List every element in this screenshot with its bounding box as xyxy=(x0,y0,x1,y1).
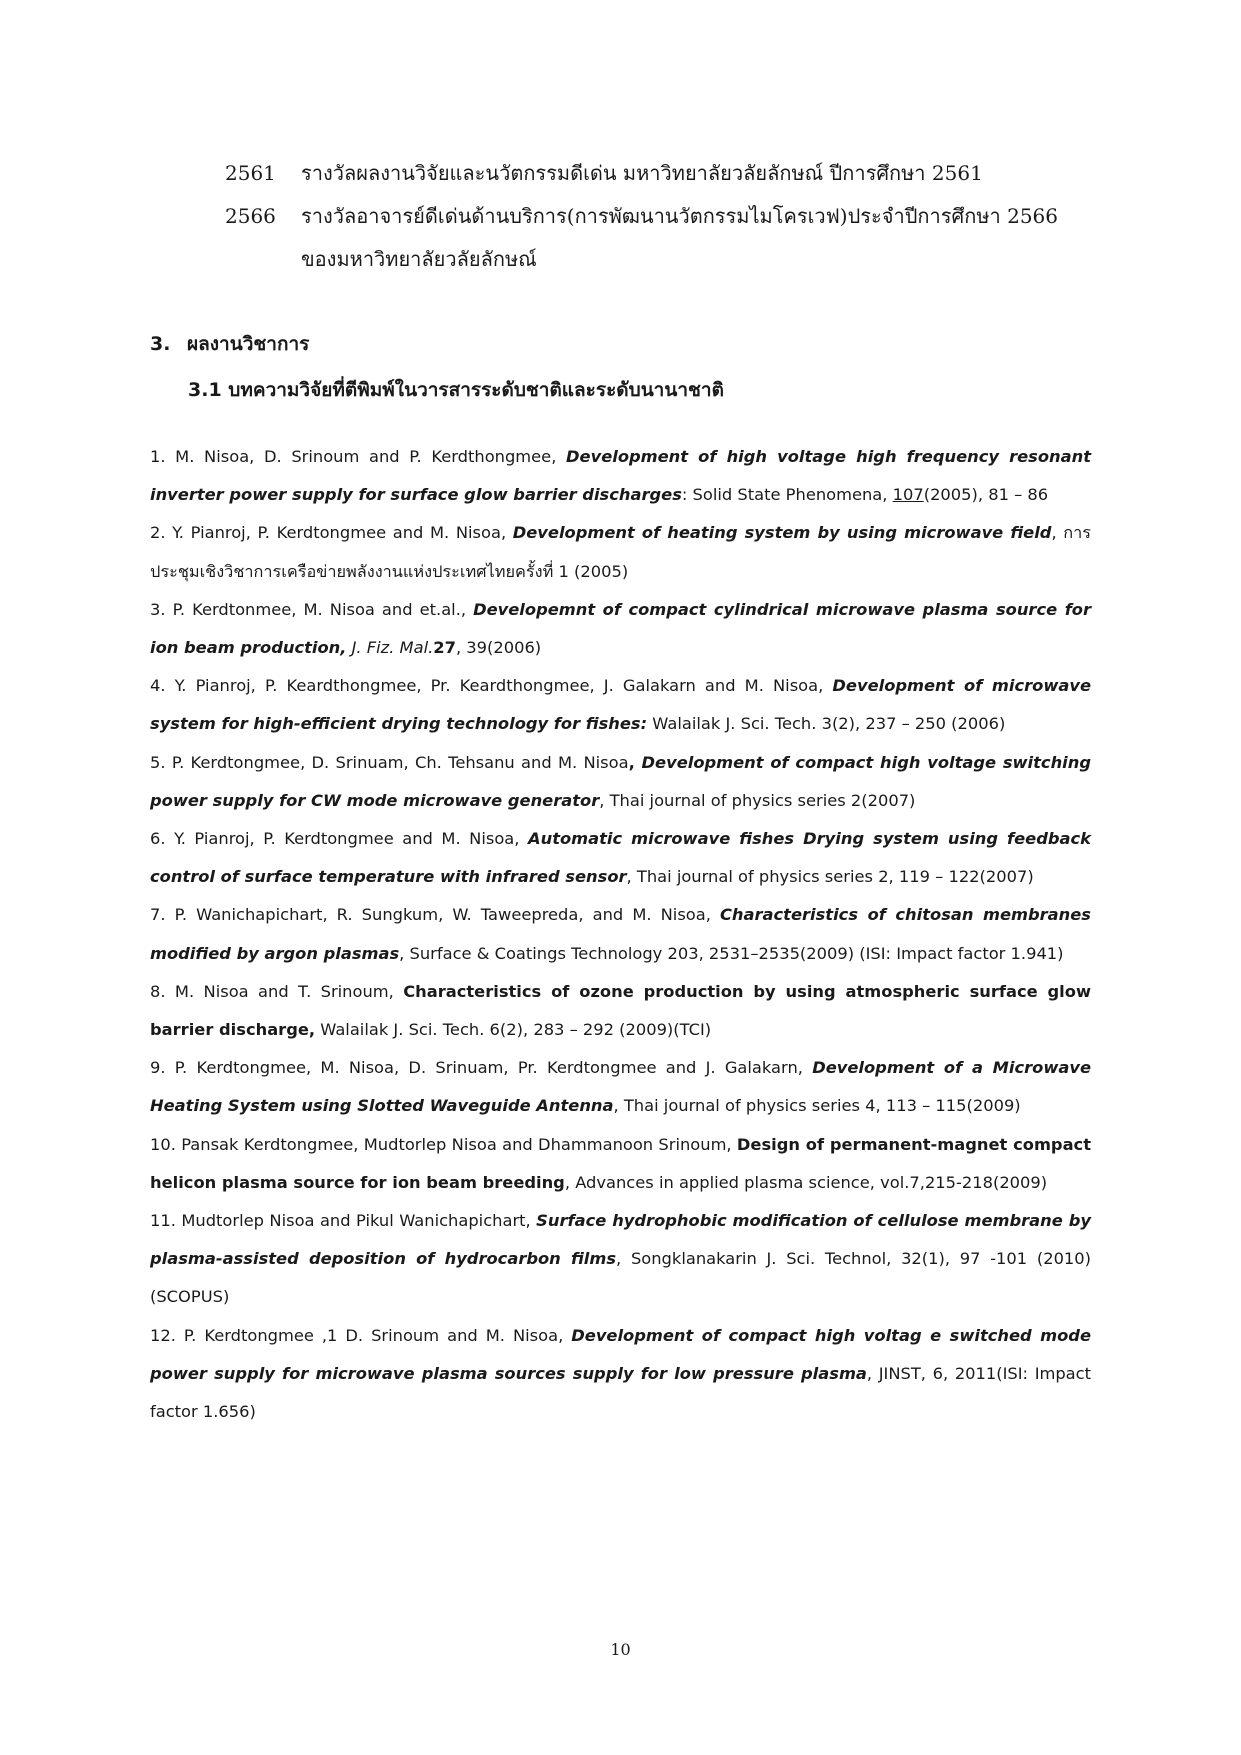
section-heading xyxy=(150,329,309,359)
reference-authors: 11. Mudtorlep Nisoa and Pikul Wanichapichart, xyxy=(150,1211,537,1231)
reference-authors: 2. Y. Pianroj, P. Kerdtongmee and M. Nisoa, xyxy=(150,523,513,543)
reference-title: Characteristics of chitosan membranes modified by argon plasmas xyxy=(150,905,1091,963)
award-text: ของมหาวิทยาลัยวลัยลักษณ์ xyxy=(301,247,537,271)
reference-publication: Walailak J. Sci. Tech. 3(2), 237 – 250 (2006) xyxy=(647,714,1006,734)
section-number: 3. xyxy=(150,333,171,355)
reference-authors: 4. Y. Pianroj, P. Keardthongmee, Pr. Keardthongmee, J. Galakarn and M. Nisoa, xyxy=(150,676,833,696)
reference-title: Characteristics of ozone production by using atmospheric surface glow barrier discharge, xyxy=(150,981,1091,1040)
reference-title: Development of compact high voltage switching power supply for CW mode microwave generator xyxy=(150,752,1091,810)
reference-title: Design of permanent-magnet compact helicon plasma source for ion beam breeding xyxy=(150,1134,1091,1192)
reference-publication: , การประชุมเชิงวิชาการเครือข่ายพลังงานแห่งประเทศไทยครั้งที่ 1 (2005) xyxy=(150,523,1091,581)
reference-title: Development of microwave system for high-efficient drying technology for fishes: xyxy=(150,676,1091,734)
reference-item xyxy=(150,744,1091,820)
reference-item xyxy=(150,438,1091,514)
awards-list xyxy=(225,152,1125,281)
reference-publication: Walailak J. Sci. Tech. 6(2), 283 – 292 (2009)(TCI) xyxy=(315,1020,712,1040)
reference-authors: 10. Pansak Kerdtongmee, Mudtorlep Nisoa and Dhammanoon Srinoum, xyxy=(150,1134,737,1154)
reference-volume: 107 xyxy=(892,485,924,505)
reference-item xyxy=(150,1126,1091,1202)
award-text: รางวัลอาจารย์ดีเด่นด้านบริการ(การพัฒนานวัตกรรมไมโครเวฟ)ประจำปีการศึกษา 2566 xyxy=(301,204,1058,228)
reference-publication: : Solid State Phenomena, xyxy=(681,485,893,505)
reference-publication: , JINST, 6, 2011(ISI: Impact factor 1.656) xyxy=(150,1363,1091,1422)
award-row xyxy=(225,152,1125,195)
award-year: 2561 xyxy=(225,161,276,185)
reference-pages: (2005), 81 – 86 xyxy=(923,485,1049,505)
reference-authors: 1. M. Nisoa, D. Srinoum and P. Kerdthongmee, xyxy=(150,447,567,466)
reference-title: Development of compact high voltag e switched mode power supply for microwave plasma sources supply for low pressure plasma xyxy=(150,1325,1092,1383)
award-row xyxy=(225,195,1125,238)
award-year: 2566 xyxy=(225,204,276,228)
reference-authors: 9. P. Kerdtongmee, M. Nisoa, D. Srinuam, Pr. Kerdtongmee and J. Galakarn, xyxy=(150,1058,813,1078)
reference-publication: , Advances in applied plasma science, vol.7,215-218(2009) xyxy=(564,1172,1048,1192)
reference-title: Surface hydrophobic modification of cellulose membrane by plasma-assisted deposition of hydrocarbon films xyxy=(150,1211,1091,1269)
award-year xyxy=(225,238,301,281)
reference-publication: , Thai journal of physics series 2, 119 – 122(2007) xyxy=(626,867,1034,887)
award-text: รางวัลผลงานวิจัยและนวัตกรรมดีเด่น มหาวิทยาลัยวลัยลักษณ์ ปีการศึกษา 2561 xyxy=(301,161,983,185)
reference-title: Development of high voltage high frequency resonant inverter power supply for surface glow barrier discharges xyxy=(150,447,1092,505)
reference-item xyxy=(150,1202,1091,1317)
reference-volume: 27 xyxy=(433,638,456,658)
reference-publication: , Thai journal of physics series 4, 113 – 115(2009) xyxy=(613,1096,1021,1116)
subsection-heading: 3.1 บทความวิจัยที่ตีพิมพ์ในวารสารระดับชาติและระดับนานาชาติ xyxy=(188,379,724,401)
reference-authors: 8. M. Nisoa and T. Srinoum, xyxy=(150,981,404,1001)
reference-item xyxy=(150,1317,1091,1432)
reference-authors: 5. P. Kerdtongmee, D. Srinuam, Ch. Tehsanu and M. Nisoa xyxy=(150,752,629,772)
reference-authors: 6. Y. Pianroj, P. Kerdtongmee and M. Nisoa, xyxy=(150,829,528,849)
reference-list xyxy=(150,438,1091,1431)
reference-item xyxy=(150,896,1091,972)
reference-title: Automatic microwave fishes Drying system using feedback control of surface temperature with infrared sensor xyxy=(150,829,1092,887)
reference-authors: 3. P. Kerdtonmee, M. Nisoa and et.al., xyxy=(150,599,474,619)
award-row xyxy=(225,238,1125,281)
reference-authors: 7. P. Wanichapichart, R. Sungkum, W. Taweepreda, and M. Nisoa, xyxy=(150,905,720,925)
reference-title: Developemnt of compact cylindrical microwave plasma source for ion beam production, xyxy=(150,599,1091,658)
reference-item xyxy=(150,591,1091,667)
reference-journal: J. Fiz. Mal. xyxy=(346,638,434,658)
page-number: 10 xyxy=(610,1640,631,1659)
reference-pages: , 39(2006) xyxy=(455,638,542,658)
reference-publication: , Thai journal of physics series 2(2007) xyxy=(599,790,916,810)
reference-title: Development of a Microwave Heating System using Slotted Waveguide Antenna xyxy=(150,1058,1091,1116)
reference-separator: , xyxy=(628,752,635,772)
reference-item xyxy=(150,820,1091,896)
reference-publication: , Songklanakarin J. Sci. Technol, 32(1), 97 -101 (2010)(SCOPUS) xyxy=(150,1249,1091,1307)
reference-item xyxy=(150,514,1091,590)
reference-title: Development of heating system by using microwave field xyxy=(512,523,1052,543)
reference-item xyxy=(150,973,1091,1049)
reference-item xyxy=(150,667,1091,743)
reference-publication: , Surface & Coatings Technology 203, 2531–2535(2009) (ISI: Impact factor 1.941) xyxy=(399,943,1064,963)
reference-item xyxy=(150,1049,1091,1125)
section-title: ผลงานวิชาการ xyxy=(187,333,310,355)
reference-authors: 12. P. Kerdtongmee ,1 D. Srinoum and M. Nisoa, xyxy=(150,1325,572,1345)
